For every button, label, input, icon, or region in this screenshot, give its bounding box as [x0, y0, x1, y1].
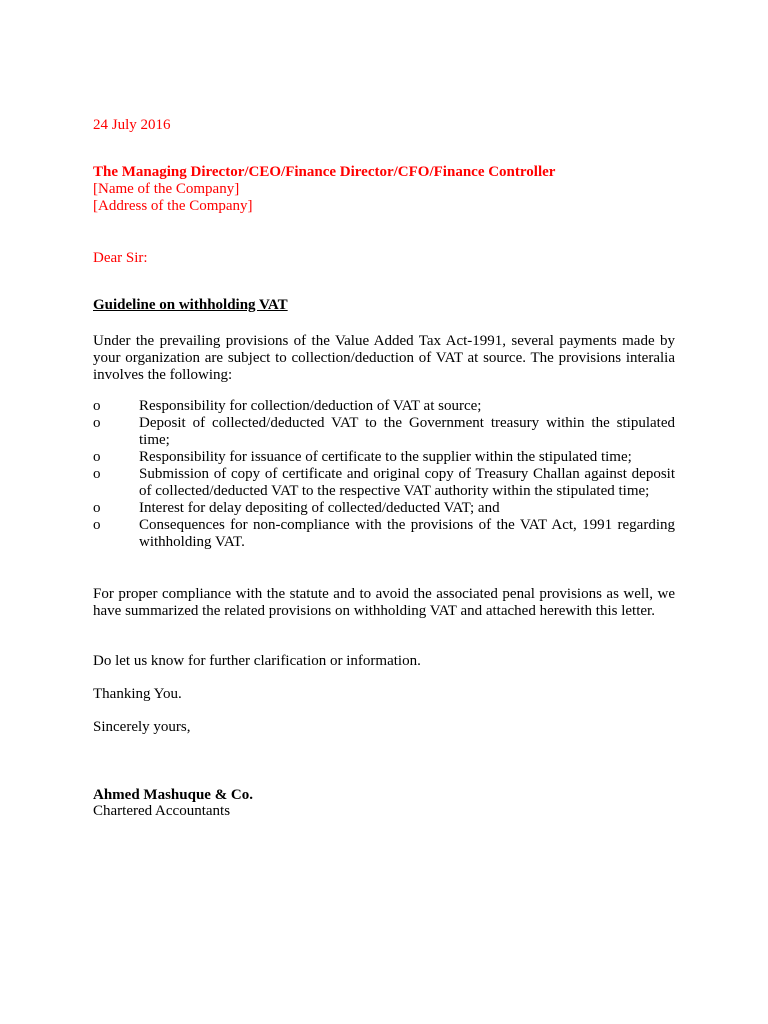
- signatory-firm: Ahmed Mashuque & Co.: [93, 787, 254, 803]
- letter-date: 24 July 2016: [93, 117, 171, 133]
- signatory-designation: Chartered Accountants: [93, 803, 231, 819]
- recipient-block: [93, 164, 555, 215]
- list-item-text: Responsibility for collection/deduction of VAT at source;: [139, 398, 482, 414]
- salutation: Dear Sir:: [93, 250, 148, 266]
- bullet-icon: o: [93, 449, 101, 465]
- intro-paragraph: Under the prevailing provisions of the Value Added Tax Act-1991, several payments made by your organization are subject to collection/deduction of VAT at source. The provisions interalia involves the following:: [93, 333, 675, 383]
- list-item: [93, 449, 675, 466]
- bullet-icon: o: [93, 517, 101, 533]
- thanks-line: Thanking You.: [93, 686, 182, 702]
- recipient-title: The Managing Director/CEO/Finance Director/CFO/Finance Controller: [93, 164, 556, 180]
- list-item: [93, 500, 675, 517]
- list-item-text: Interest for delay depositing of collected/deducted VAT; and: [139, 500, 500, 516]
- closing-line: Sincerely yours,: [93, 719, 191, 735]
- recipient-company-name: [Name of the Company]: [93, 181, 240, 197]
- subject-line: Guideline on withholding VAT: [93, 297, 288, 313]
- list-item: [93, 398, 675, 415]
- recipient-company-address: [Address of the Company]: [93, 198, 253, 214]
- list-item-text: Consequences for non-compliance with the provisions of the VAT Act, 1991 regarding withholding VAT.: [139, 517, 675, 550]
- list-item-text: Submission of copy of certificate and original copy of Treasury Challan against deposit of collected/deducted VAT to the respective VAT authority within the stipulated time;: [139, 466, 675, 499]
- list-item: [93, 517, 675, 551]
- bullet-icon: o: [93, 500, 101, 516]
- compliance-paragraph: For proper compliance with the statute and to avoid the associated penal provisions as well, we have summarized the related provisions on withholding VAT and attached herewith this letter.: [93, 586, 675, 619]
- bullet-icon: o: [93, 415, 101, 431]
- bullet-icon: o: [93, 398, 101, 414]
- list-item-text: Responsibility for issuance of certificate to the supplier within the stipulated time;: [139, 449, 632, 465]
- list-item: [93, 466, 675, 500]
- bullet-icon: o: [93, 466, 101, 482]
- further-info-line: Do let us know for further clarification or information.: [93, 653, 421, 669]
- provisions-list: [93, 398, 675, 551]
- list-item-text: Deposit of collected/deducted VAT to the Government treasury within the stipulated time;: [139, 415, 675, 448]
- list-item: [93, 415, 675, 449]
